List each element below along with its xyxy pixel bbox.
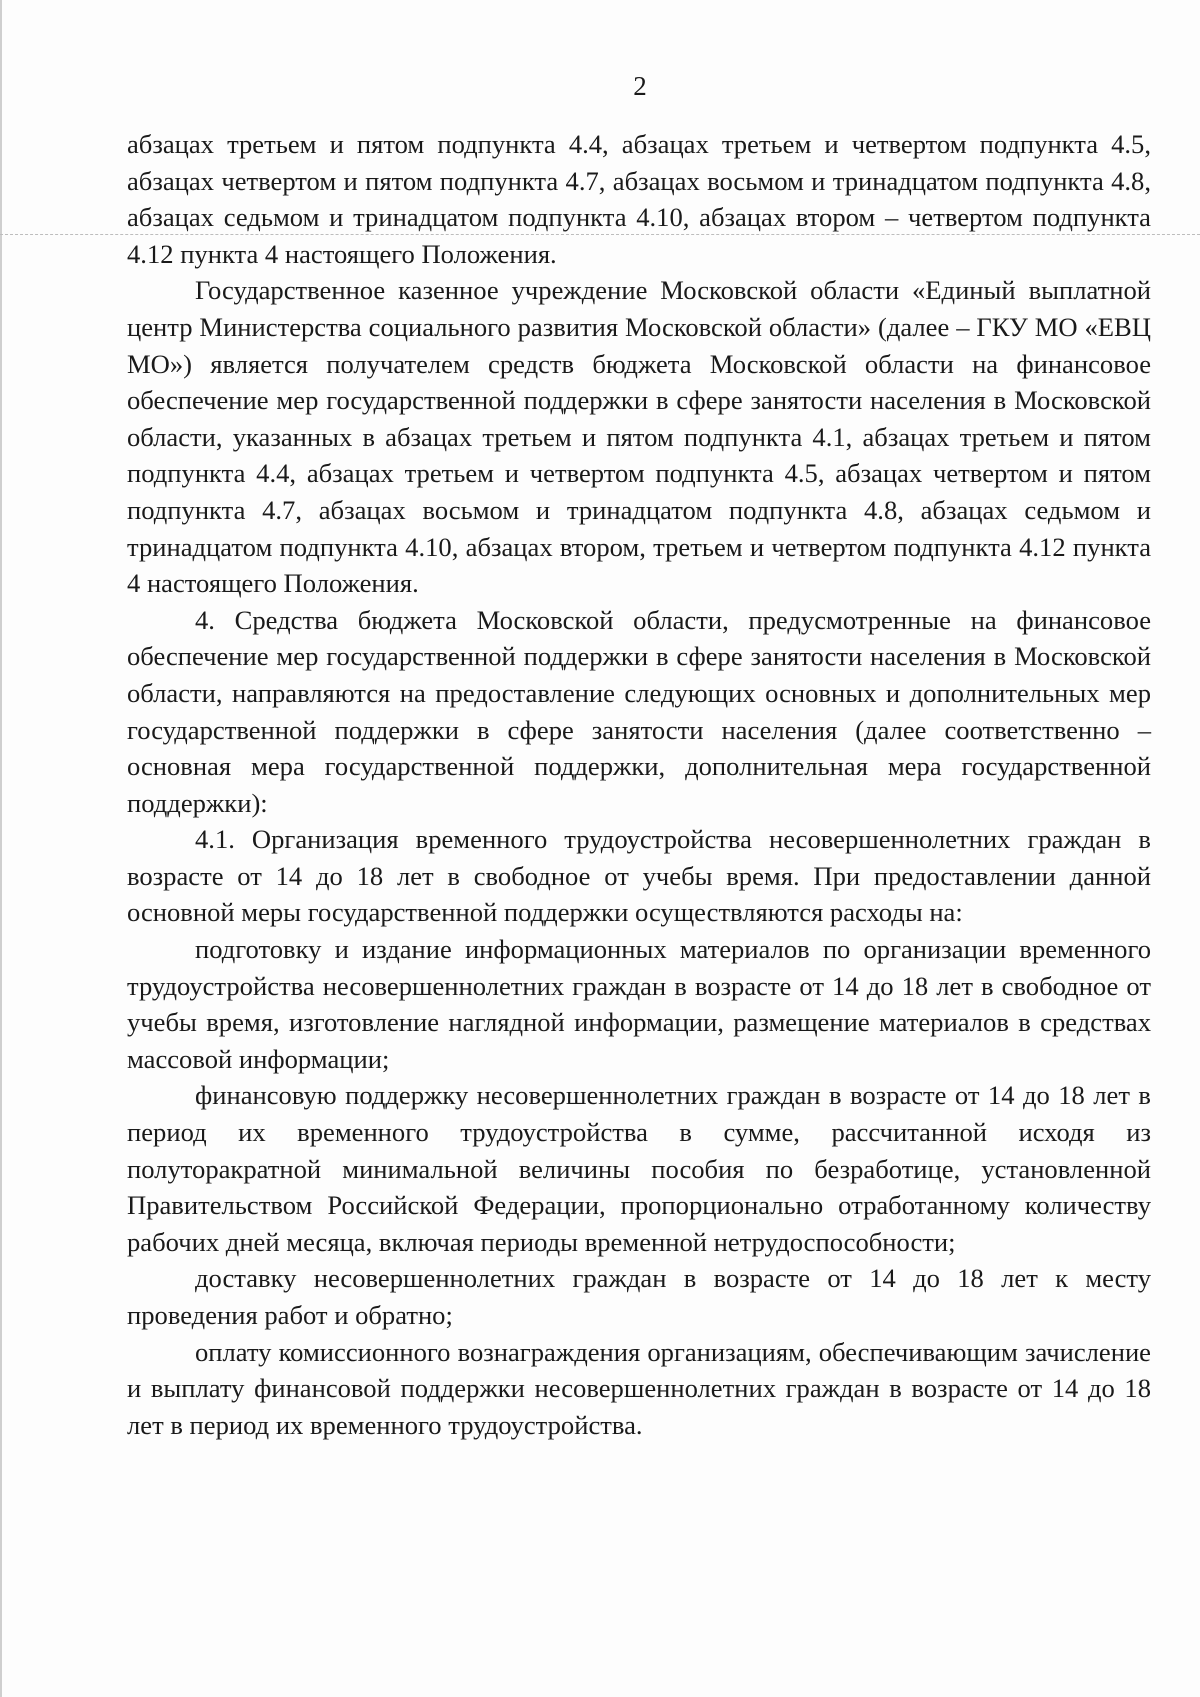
paragraph-gku-evc: Государственное казенное учреждение Московской области «Единый выплатной центр Министерства социального развития Московской области» (далее – ГКУ МО «ЕВЦ МО») является получателем средств бюджета Московской области на финансовое обеспечение мер государственной поддержки в сфере занятости населения в Московской области, указанных в абзацах третьем и пятом подпункта 4.1, абзацах третьем и пятом подпункта 4.4, абзацах третьем и четвертом подпункта 4.5, абзацах четвертом и пятом подпункта 4.7, абзацах восьмом и тринадцатом подпункта 4.8, абзацах седьмом и тринадцатом подпункта 4.10, абзацах втором, третьем и четвертом подпункта 4.12 пункта 4 настоящего Положения. bbox=[127, 275, 1151, 599]
document-body bbox=[127, 126, 1151, 1443]
paragraph-section-4: 4. Средства бюджета Московской области, предусмотренные на финансовое обеспечение мер государственной поддержки в сфере занятости населения в Московской области, направляются на предоставление следующих основных и дополнительных мер государственной поддержки в сфере занятости населения (далее соответственно – основная мера государственной поддержки, дополнительная мера государственной поддержки): bbox=[127, 604, 1151, 818]
paragraph-financial-support: финансовую поддержку несовершеннолетних граждан в возрасте от 14 до 18 лет в период их временного трудоустройства в сумме, рассчитанной исходя из полуторакратной минимальной величины пособия по безработице, установленной Правительством Российской Федерации, пропорционально отработанному количеству рабочих дней месяца, включая периоды временной нетрудоспособности; bbox=[127, 1080, 1151, 1257]
paragraph-info-materials: подготовку и издание информационных материалов по организации временного трудоустройства несовершеннолетних граждан в возрасте от 14 до 18 лет в свободное от учебы время, изготовление наглядной информации, размещение материалов в средствах массовой информации; bbox=[127, 934, 1151, 1074]
paragraph-delivery: доставку несовершеннолетних граждан в возрасте от 14 до 18 лет к месту проведения работ и обратно; bbox=[127, 1263, 1151, 1330]
page-number: 2 bbox=[633, 71, 647, 101]
paragraph-commission: оплату комиссионного вознаграждения организациям, обеспечивающим зачисление и выплату финансовой поддержки несовершеннолетних граждан в возрасте от 14 до 18 лет в период их временного трудоустройства. bbox=[127, 1336, 1151, 1440]
paragraph-subsection-4-1: 4.1. Организация временного трудоустройства несовершеннолетних граждан в возрасте от 14 до 18 лет в свободное от учебы время. При предоставлении данной основной меры государственной поддержки осуществляются расходы на: bbox=[127, 824, 1151, 928]
paragraph-continuation: абзацах третьем и пятом подпункта 4.4, абзацах третьем и четвертом подпункта 4.5, абзацах четвертом и пятом подпункта 4.7, абзацах восьмом и тринадцатом подпункта 4.8, абзацах седьмом и тринадцатом подпункта 4.10, абзацах втором – четвертом подпункта 4.12 пункта 4 настоящего Положения. bbox=[127, 129, 1151, 269]
